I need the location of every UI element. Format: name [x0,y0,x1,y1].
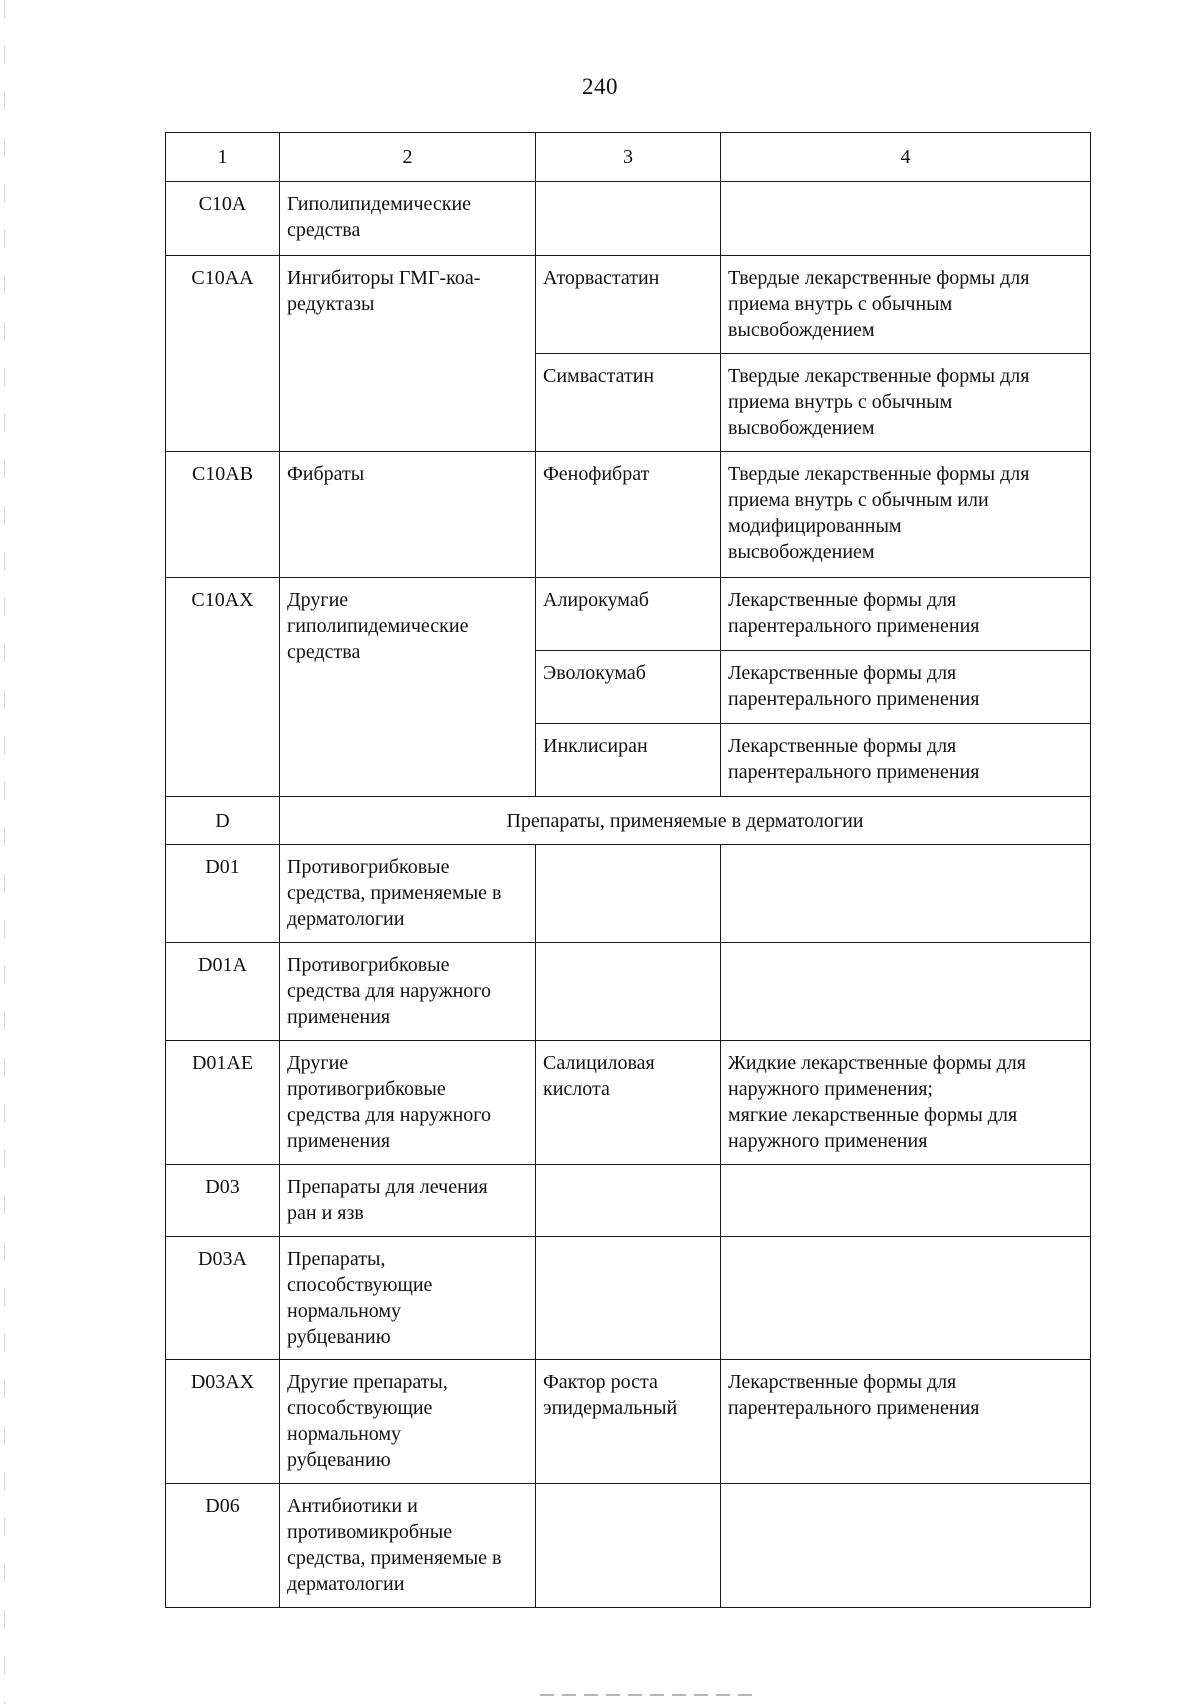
dosage-form: Лекарственные формы для парентерального применения [721,1360,1091,1484]
scan-bottom-artifact [540,1694,760,1696]
table-row [166,1484,1091,1608]
column-header-4: 4 [721,133,1091,182]
scan-edge-artifact [4,0,5,1704]
table-row [166,578,1091,651]
table-row [166,1237,1091,1360]
drug-name: Салициловая кислота [536,1041,721,1165]
group-name: Препараты, способствующие нормальному рубцеванию [280,1237,536,1360]
dosage-form-empty [721,1484,1091,1608]
dosage-form-empty [721,182,1091,256]
table-header-row [166,133,1091,182]
drug-name-empty [536,1484,721,1608]
table-row [166,1165,1091,1237]
dosage-form: Жидкие лекарственные формы для наружного применения; мягкие лекарственные формы для наружного применения [721,1041,1091,1165]
dosage-form-empty [721,943,1091,1041]
table-row [166,182,1091,256]
group-name: Противогрибковые средства для наружного применения [280,943,536,1041]
drug-name-empty [536,182,721,256]
atc-code: D03A [166,1237,280,1360]
group-name: Препараты для лечения ран и язв [280,1165,536,1237]
group-name: Другие препараты, способствующие нормальному рубцеванию [280,1360,536,1484]
drug-name: Алирокумаб [536,578,721,651]
atc-code: D01A [166,943,280,1041]
table-row [166,256,1091,354]
dosage-form: Твердые лекарственные формы для приема внутрь с обычным высвобождением [721,354,1091,452]
column-header-2: 2 [280,133,536,182]
page-number: 240 [582,74,618,99]
drug-name: Аторвастатин [536,256,721,354]
atc-code: C10AX [166,578,280,797]
section-code: D [166,797,280,845]
group-name: Ингибиторы ГМГ-коа- редуктазы [280,256,536,452]
atc-code: D01 [166,845,280,943]
dosage-form: Лекарственные формы для парентерального применения [721,724,1091,797]
table-row [166,845,1091,943]
dosage-form: Твердые лекарственные формы для приема внутрь с обычным высвобождением [721,256,1091,354]
dosage-form-empty [721,1237,1091,1360]
drug-name-empty [536,1237,721,1360]
group-name: Другие противогрибковые средства для наружного применения [280,1041,536,1165]
drug-name: Инклисиран [536,724,721,797]
drug-name-empty [536,845,721,943]
group-name: Фибраты [280,452,536,578]
atc-code: D03AX [166,1360,280,1484]
group-name: Антибиотики и противомикробные средства, применяемые в дерматологии [280,1484,536,1608]
drug-name: Фенофибрат [536,452,721,578]
group-name: Гиполипидемические средства [280,182,536,256]
dosage-form-empty [721,845,1091,943]
atc-code: D01AE [166,1041,280,1165]
drug-table [165,132,1091,1608]
drug-name: Эволокумаб [536,651,721,724]
atc-code: D06 [166,1484,280,1608]
section-title: Препараты, применяемые в дерматологии [280,797,1091,845]
drug-name-empty [536,1165,721,1237]
table-row [166,452,1091,578]
atc-code: C10AB [166,452,280,578]
column-header-1: 1 [166,133,280,182]
dosage-form: Лекарственные формы для парентерального применения [721,578,1091,651]
atc-code: C10AA [166,256,280,452]
table-row [166,943,1091,1041]
atc-code: C10A [166,182,280,256]
dosage-form-empty [721,1165,1091,1237]
section-row [166,797,1091,845]
drug-name: Симвастатин [536,354,721,452]
group-name: Противогрибковые средства, применяемые в дерматологии [280,845,536,943]
table-row [166,1041,1091,1165]
group-name: Другие гиполипидемические средства [280,578,536,797]
drug-name-empty [536,943,721,1041]
column-header-3: 3 [536,133,721,182]
atc-code: D03 [166,1165,280,1237]
dosage-form: Лекарственные формы для парентерального применения [721,651,1091,724]
table-row [166,1360,1091,1484]
dosage-form: Твердые лекарственные формы для приема внутрь с обычным или модифицированным высвобождением [721,452,1091,578]
drug-name: Фактор роста эпидермальный [536,1360,721,1484]
